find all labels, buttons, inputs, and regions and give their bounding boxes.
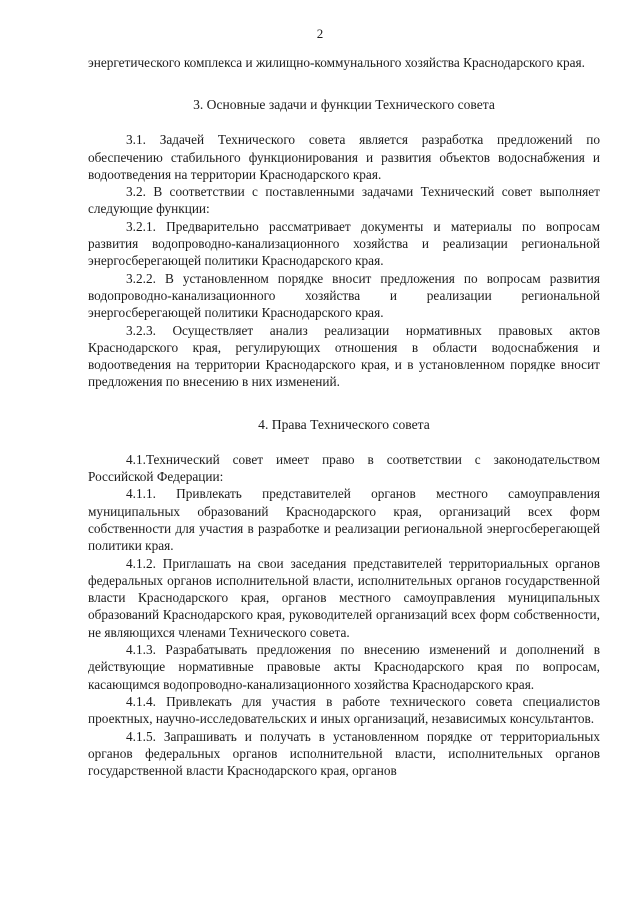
paragraph-4-1-1: 4.1.1. Привлекать представителей органов местного самоуправления муниципальных образований Краснодарского края, организаций всех форм собственности для участия в разработке и реализации региональной энергосберегающей политики края.: [88, 486, 600, 554]
paragraph-4-1: 4.1.Технический совет имеет право в соответствии с законодательством Российской Федерации:: [88, 451, 600, 485]
section-3-heading: 3. Основные задачи и функции Технического совета: [193, 97, 495, 113]
section-4-heading: 4. Права Технического совета: [258, 416, 430, 432]
paragraph-3-1: 3.1. Задачей Технического совета является разработка предложений по обеспечению стабильного функционирования и развития объектов водоснабжения и водоотведения на территории Краснодарского края.: [88, 132, 600, 182]
paragraph-3-2-1: 3.2.1. Предварительно рассматривает документы и материалы по вопросам развития водопроводно-канализационного хозяйства и реализации региональной энергосберегающей политики Краснодарского края.: [88, 218, 600, 269]
paragraph-3-2: 3.2. В соответствии с поставленными задачами Технический совет выполняет следующие функции:: [88, 184, 600, 217]
intro-paragraph: энергетического комплекса и жилищно-коммунального хозяйства Краснодарского края.: [88, 55, 585, 70]
document-body: [88, 0, 600, 779]
paragraph-3-2-3: 3.2.3. Осуществляет анализ реализации нормативных правовых актов Краснодарского края, регулирующих отношения в области водоснабжения и водоотведения на территории Краснодарского края, и в установленном порядке вносит предложения по внесению в них изменений.: [88, 322, 600, 390]
paragraph-4-1-2: 4.1.2. Приглашать на свои заседания представителей территориальных органов федеральных органов исполнительной власти, исполнительных органов государственной власти Краснодарского края, органов местного самоуправления муниципальных образований Краснодарского края, руководителей организаций всех форм собственности, не являющихся членами Технического совета.: [88, 555, 600, 640]
paragraph-4-1-4: 4.1.4. Привлекать для участия в работе технического совета специалистов проектных, научно-исследовательских и иных организаций, независимых консультантов.: [88, 693, 600, 727]
paragraph-4-1-5: 4.1.5. Запрашивать и получать в установленном порядке от территориальных органов федеральных органов исполнительной власти, исполнительных органов государственной власти Краснодарского края, органов: [88, 728, 600, 779]
paragraph-4-1-3: 4.1.3. Разрабатывать предложения по внесению изменений и дополнений в действующие нормативные правовые акты Краснодарского края по вопросам, касающимся водопроводно-канализационного хозяйства Краснодарского края.: [88, 642, 600, 692]
paragraph-3-2-2: 3.2.2. В установленном порядке вносит предложения по вопросам развития водопроводно-канализационного хозяйства и реализации региональной энергосберегающей политики Краснодарского края.: [88, 270, 600, 321]
page-number: 2: [316, 26, 324, 41]
